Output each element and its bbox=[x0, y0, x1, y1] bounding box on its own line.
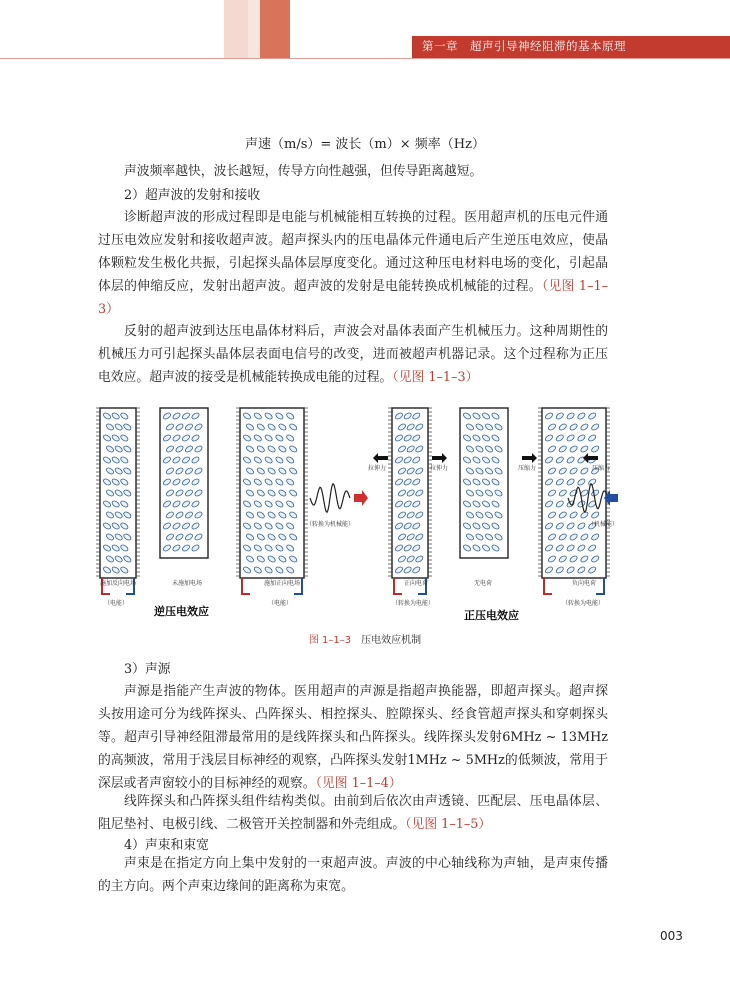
tensile-arrow-icon bbox=[373, 453, 388, 463]
ultrasound-wave-out bbox=[310, 484, 350, 512]
piezo-diagram bbox=[92, 398, 618, 628]
section-heading-4: 4）声束和束宽 bbox=[124, 838, 209, 853]
tensile-arrow-icon bbox=[432, 453, 447, 463]
paragraph-frequency: 声波频率越快，波长越短，传导方向性越强，但传导距离越短。 bbox=[124, 164, 483, 179]
paragraph-beam: 声束是在指定方向上集中发射的一束超声波。声波的中心轴线称为声轴，是声束传播的主方向。两个声束边缘间的距离称为束宽。 bbox=[98, 856, 608, 894]
header-rule bbox=[0, 58, 730, 59]
compress-arrow-icon bbox=[522, 453, 537, 463]
piezoelectric-figure bbox=[92, 398, 618, 628]
red-electrode-wire bbox=[242, 578, 250, 594]
left-figure-title: 逆压电效应 bbox=[154, 605, 209, 618]
figure-caption-number: 图 1–1–3 bbox=[308, 635, 352, 646]
page-number: 003 bbox=[660, 929, 683, 943]
figure-caption-title: 压电效应机制 bbox=[361, 635, 422, 646]
right-figure-title: 正压电效应 bbox=[464, 609, 519, 622]
label-to-elec-1: （转换为电能） bbox=[392, 600, 435, 607]
figure-ref-link[interactable]: （见图 1–1–4） bbox=[315, 776, 402, 791]
label-to-mech: （转换为机械能） bbox=[306, 521, 355, 528]
section-heading-3: 3）声源 bbox=[124, 662, 171, 677]
label-tensile-2: 拉伸力 bbox=[430, 465, 449, 472]
label-compress-2: 压缩力 bbox=[591, 465, 610, 472]
paragraph-reception-text: 反射的超声波到达压电晶体材料后，声波会对晶体表面产生机械压力。这种周期性的机械压力可引起探头晶体层表面电信号的改变，进而被超声机器记录。这个过程称为正压电效应。超声波的接受是机械能转换成电能的过程。 bbox=[98, 324, 608, 385]
blue-electrode-wire bbox=[596, 578, 604, 594]
paragraph-emission bbox=[98, 206, 608, 321]
label-pos-charge: 正向电荷 bbox=[404, 580, 429, 587]
label-electric-2: （电能） bbox=[268, 600, 293, 607]
figure-ref-link[interactable]: （见图 1–1–3） bbox=[98, 279, 609, 317]
label-apply-field: 施加反向电场 bbox=[100, 580, 137, 587]
paragraph-reception bbox=[98, 320, 608, 389]
chapter-title: 第一章 超声引导神经阻滞的基本原理 bbox=[422, 39, 626, 53]
paragraph-probe-structure bbox=[98, 790, 608, 836]
red-electrode-wire bbox=[394, 578, 402, 594]
label-compress-1: 压缩力 bbox=[518, 465, 537, 472]
figure-ref-link[interactable]: （见图 1–1–5） bbox=[405, 817, 492, 832]
figure-caption bbox=[0, 631, 730, 646]
figure-ref-link[interactable]: （见图 1–1–3） bbox=[392, 370, 479, 385]
section-heading-2: 2）超声波的发射和接收 bbox=[124, 188, 261, 203]
paragraph-probe-structure-text: 线阵探头和凸阵探头组件结构类似。由前到后依次由声透镜、匹配层、压电晶体层、阻尼垫衬、电极引线、二极管开关控制器和外壳组成。 bbox=[98, 794, 608, 832]
label-tensile-1: 拉伸力 bbox=[368, 465, 387, 472]
paragraph-sound-source bbox=[98, 680, 608, 795]
label-apply-field2: 施加正向电场 bbox=[264, 580, 301, 587]
emit-arrow-icon bbox=[354, 490, 368, 506]
paragraph-sound-source-text: 声源是指能产生声波的物体。医用超声的声源是指超声换能器，即超声探头。超声探头按用途可分为线阵探头、凸阵探头、相控探头、腔隙探头、经食管超声探头和穿刺探头等。超声引导神经阻滞最常用的是线阵探头和凸阵探头。线阵探头发射6MHz ~ 13MHz的高频波，常用于浅层目标神经的观察，凸阵探头发射1MHz ~ 5MHz的低频波，常用于深层或者声窗较小的目标神经的观察。 bbox=[98, 684, 608, 791]
header-band-pale bbox=[248, 0, 260, 58]
label-to-elec-2: （转换为电能） bbox=[562, 600, 605, 607]
label-mech: （机械能） bbox=[587, 521, 618, 528]
header-band-dark bbox=[260, 0, 290, 58]
sound-speed-formula: 声速（m/s）= 波长（m）× 频率（Hz） bbox=[245, 137, 485, 152]
header-band-light bbox=[224, 0, 248, 58]
label-no-field: 未施加电场 bbox=[172, 580, 203, 587]
label-neg-charge: 负向电荷 bbox=[572, 580, 597, 587]
red-electrode-wire bbox=[544, 578, 552, 594]
label-electric-1: （电能） bbox=[104, 600, 129, 607]
paragraph-emission-text: 诊断超声波的形成过程即是电能与机械能相互转换的过程。医用超声机的压电元件通过压电效应发射和接收超声波。超声探头内的压电晶体元件通电后产生逆压电效应，使晶体颗粒发生极化共振，引起探头晶体层厚度变化。通过这种压电材料电场的变化，引起晶体层的伸缩反应，发射出超声波。超声波的发射是电能转换成机械能的过程。 bbox=[98, 210, 608, 294]
label-no-charge: 无电荷 bbox=[474, 580, 493, 587]
